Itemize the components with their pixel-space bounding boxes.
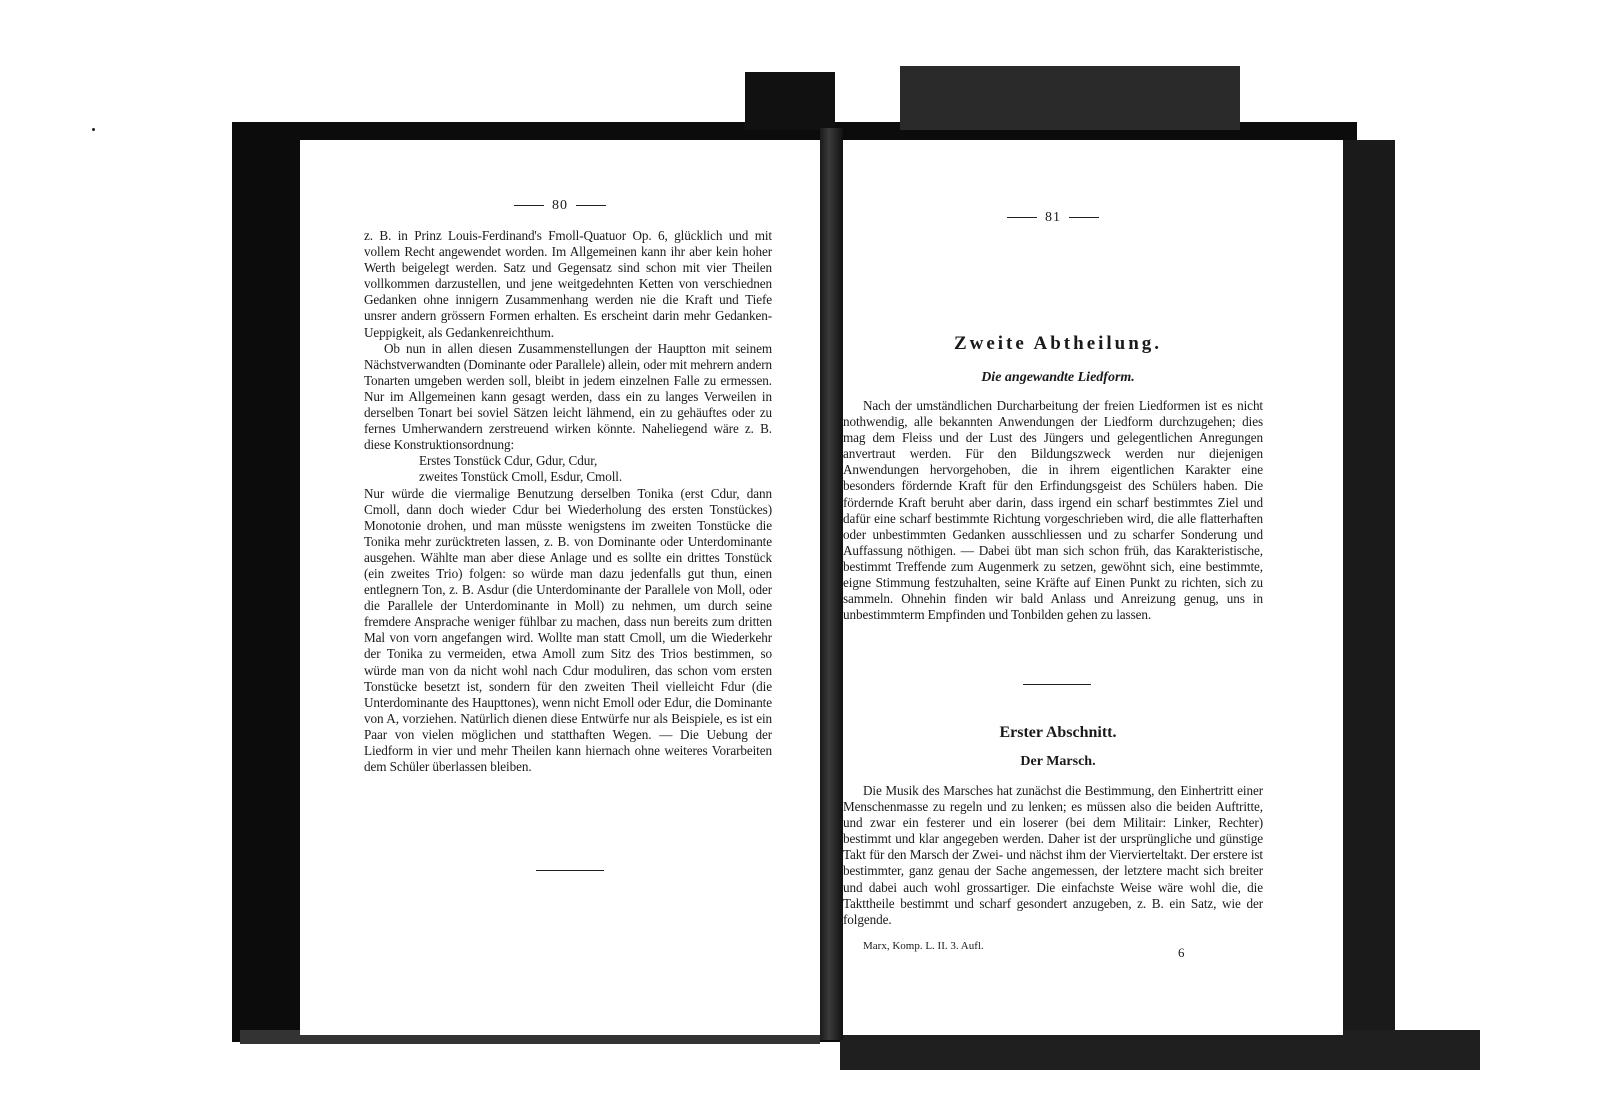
- page-number-text: 80: [552, 198, 568, 213]
- top-scan-blot-right: [900, 66, 1240, 130]
- bottom-edge-blot: [840, 1030, 1480, 1070]
- paragraph-3: Nur würde die viermalige Benutzung derselben Tonika (erst Cdur, dann Cmoll, dann doch wieder Cdur bei Wiederholung des ersten Tonstückes) Monotonie drohen, und man müsste wenigstens im zweiten Tonstücke die Tonika mehr zurücktreten lassen, z. B. von Dominante oder Unterdominante ausgehen. Wählte man aber diese Anlage und es sollte ein drittes Tonstück (ein zweites Trio) folgen: so würde man dazu jedenfalls gut thun, einen entlegnern Ton, z. B. Asdur (die Unterdominante der Parallele von Moll, oder die Parallele der Unterdominante in Moll) zu nehmen, um durch seine fremdere Ansprache weniger fühlbar zu machen, dass nun bereits zum dritten Mal von vorn angefangen wird. Wollte man statt Cmoll, um die Wiederkehr der Tonika zu vermeiden, etwa Amoll zum Sitz des Trios bestimmen, so würde man von da nicht wohl nach Cdur moduliren, das schon vom ersten Tonstücke besetzt ist, sondern für den zweiten Theil vielleicht Fdur (die Unterdominante des Haupttones), wenn nicht Emoll oder Edur, die Dominante von A, vorziehen. Natürlich dienen diese Entwürfe nur als Beispiele, es ist ein Paar von vielen möglichen und statthaften Wegen. — Die Uebung der Liedform in vier und mehr Theilen kann hiernach ohne weiteres Vorarbeiten dem Schüler überlassen bleiben.: [364, 485, 772, 775]
- paragraph-2: Ob nun in allen diesen Zusammenstellungen der Hauptton mit seinem Nächstverwandten (Dominante oder Parallele) allein, oder mit mehrern andern Tonarten umgeben werden soll, bleibt in jedem einzelnen Falle zu ermessen. Nur im Allgemeinen kann gesagt werden, dass ein zu langes Verweilen in derselben Tonart bei soviel Sätzen leicht lähmend, ein zu gehäuftes oder zu fernes Umherwandern zerstreuend wirken könnte. Naheliegend wäre z. B. diese Konstruktionsordnung:: [364, 340, 772, 453]
- page-number-text: 81: [1045, 210, 1061, 225]
- section-rule: [1023, 684, 1091, 685]
- subsection-subtitle: Der Marsch.: [1020, 754, 1096, 769]
- intro-paragraph: Nach der umständlichen Durcharbeitung der freien Liedformen ist es nicht nothwendig, alle bekannten Anwendungen der Liedform durchzugehen; dies mag dem Fleiss und der Lust des Jüngers und gelegentlichen Anregungen anvertraut werden. Für den Bildungszweck werden nur diejenigen Anwendungen hervorgehoben, die in ihrem eigentlichen Karakter eine besonders fördernde Kraft für den Erfindungsgeist des Schülers haben. Die fördernde Kraft beruht aber darin, dass irgend ein scharf bestimmtes Ziel und dafür eine scharf bestimmte Richtung vorgeschrieben wird, die alle flatterhaften oder unbestimmten Gedanken ausschliessen und zu scharfer Sonderung und Auffassung nöthigen. — Dabei übt man sich schon früh, das Karakteristische, bestimmt Treffende zum Augenmerk zu setzen, gewöhnt sich, eine bestimmte, eigne Stimmung festzuhalten, seine Kräfte auf Einen Punkt zu richten, sich zu sammeln. Ohnehin finden wir bald Anlass und Anreizung genug, uns in unbestimmterm Empfinden und Tonbilden gehen zu lassen.: [843, 398, 1263, 623]
- scan-speck: [92, 128, 95, 131]
- subsection-title: Erster Abschnitt.: [999, 724, 1117, 741]
- page-number-80: [300, 198, 820, 214]
- left-page: [300, 140, 820, 1035]
- left-page-body: [364, 228, 772, 775]
- key-line-2: zweites Tonstück Cmoll, Esdur, Cmoll.: [419, 469, 623, 485]
- page-number-81: [843, 210, 1263, 226]
- key-line-1: Erstes Tonstück Cdur, Gdur, Cdur,: [419, 453, 598, 469]
- section-subtitle: Die angewandte Liedform.: [981, 370, 1135, 385]
- footer-signature: 6: [1178, 945, 1185, 960]
- right-paragraph-2: [843, 783, 1263, 928]
- footer-note: Marx, Komp. L. II. 3. Aufl.: [863, 940, 984, 952]
- right-page: [843, 140, 1343, 1035]
- march-paragraph: Die Musik des Marsches hat zunächst die Bestimmung, den Einhertritt einer Menschenmasse zu regeln und zu lenken; es müssen also die beiden Auftritte, und zwar ein festerer und ein loserer (bei dem Militair: Linker, Rechter) bestimmt und klar angegeben werden. Daher ist der ursprüngliche und günstige Takt für den Marsch der Zwei- und nächst ihm der Viervierteltakt. Der erstere ist bestimmter, ganz genau der Sache angemessen, der letztere macht sich breiter und dabei auch wohl grossartiger. Die einfachste Weise wäre wohl die, die Takttheile bestimmt und scharf gesondert anzugeben, z. B. ein Satz, wie der folgende.: [843, 783, 1263, 927]
- top-scan-blot-left: [745, 72, 835, 130]
- right-paragraph-1: [843, 398, 1263, 623]
- book-gutter: [820, 128, 843, 1040]
- paragraph-1: z. B. in Prinz Louis-Ferdinand's Fmoll-Quatuor Op. 6, glücklich und mit vollem Recht angewendet worden. Im Allgemeinen kann ihr aber kein hoher Werth beigelegt werden. Satz und Gegensatz sind schon mit vier Theilen vollkommen darzustellen, und jene weitgedehnten Ketten von verschiednen Gedanken ohne innigern Zusammenhang werden nie die Kraft und Tiefe unsrer andern grössern Formen erhalten. Es erscheint darin mehr Gedanken-Ueppigkeit, als Gedankenreichthum.: [364, 228, 772, 340]
- end-rule: [536, 870, 604, 871]
- right-edge-blot: [1340, 140, 1395, 1030]
- section-title: Zweite Abtheilung.: [953, 333, 1163, 354]
